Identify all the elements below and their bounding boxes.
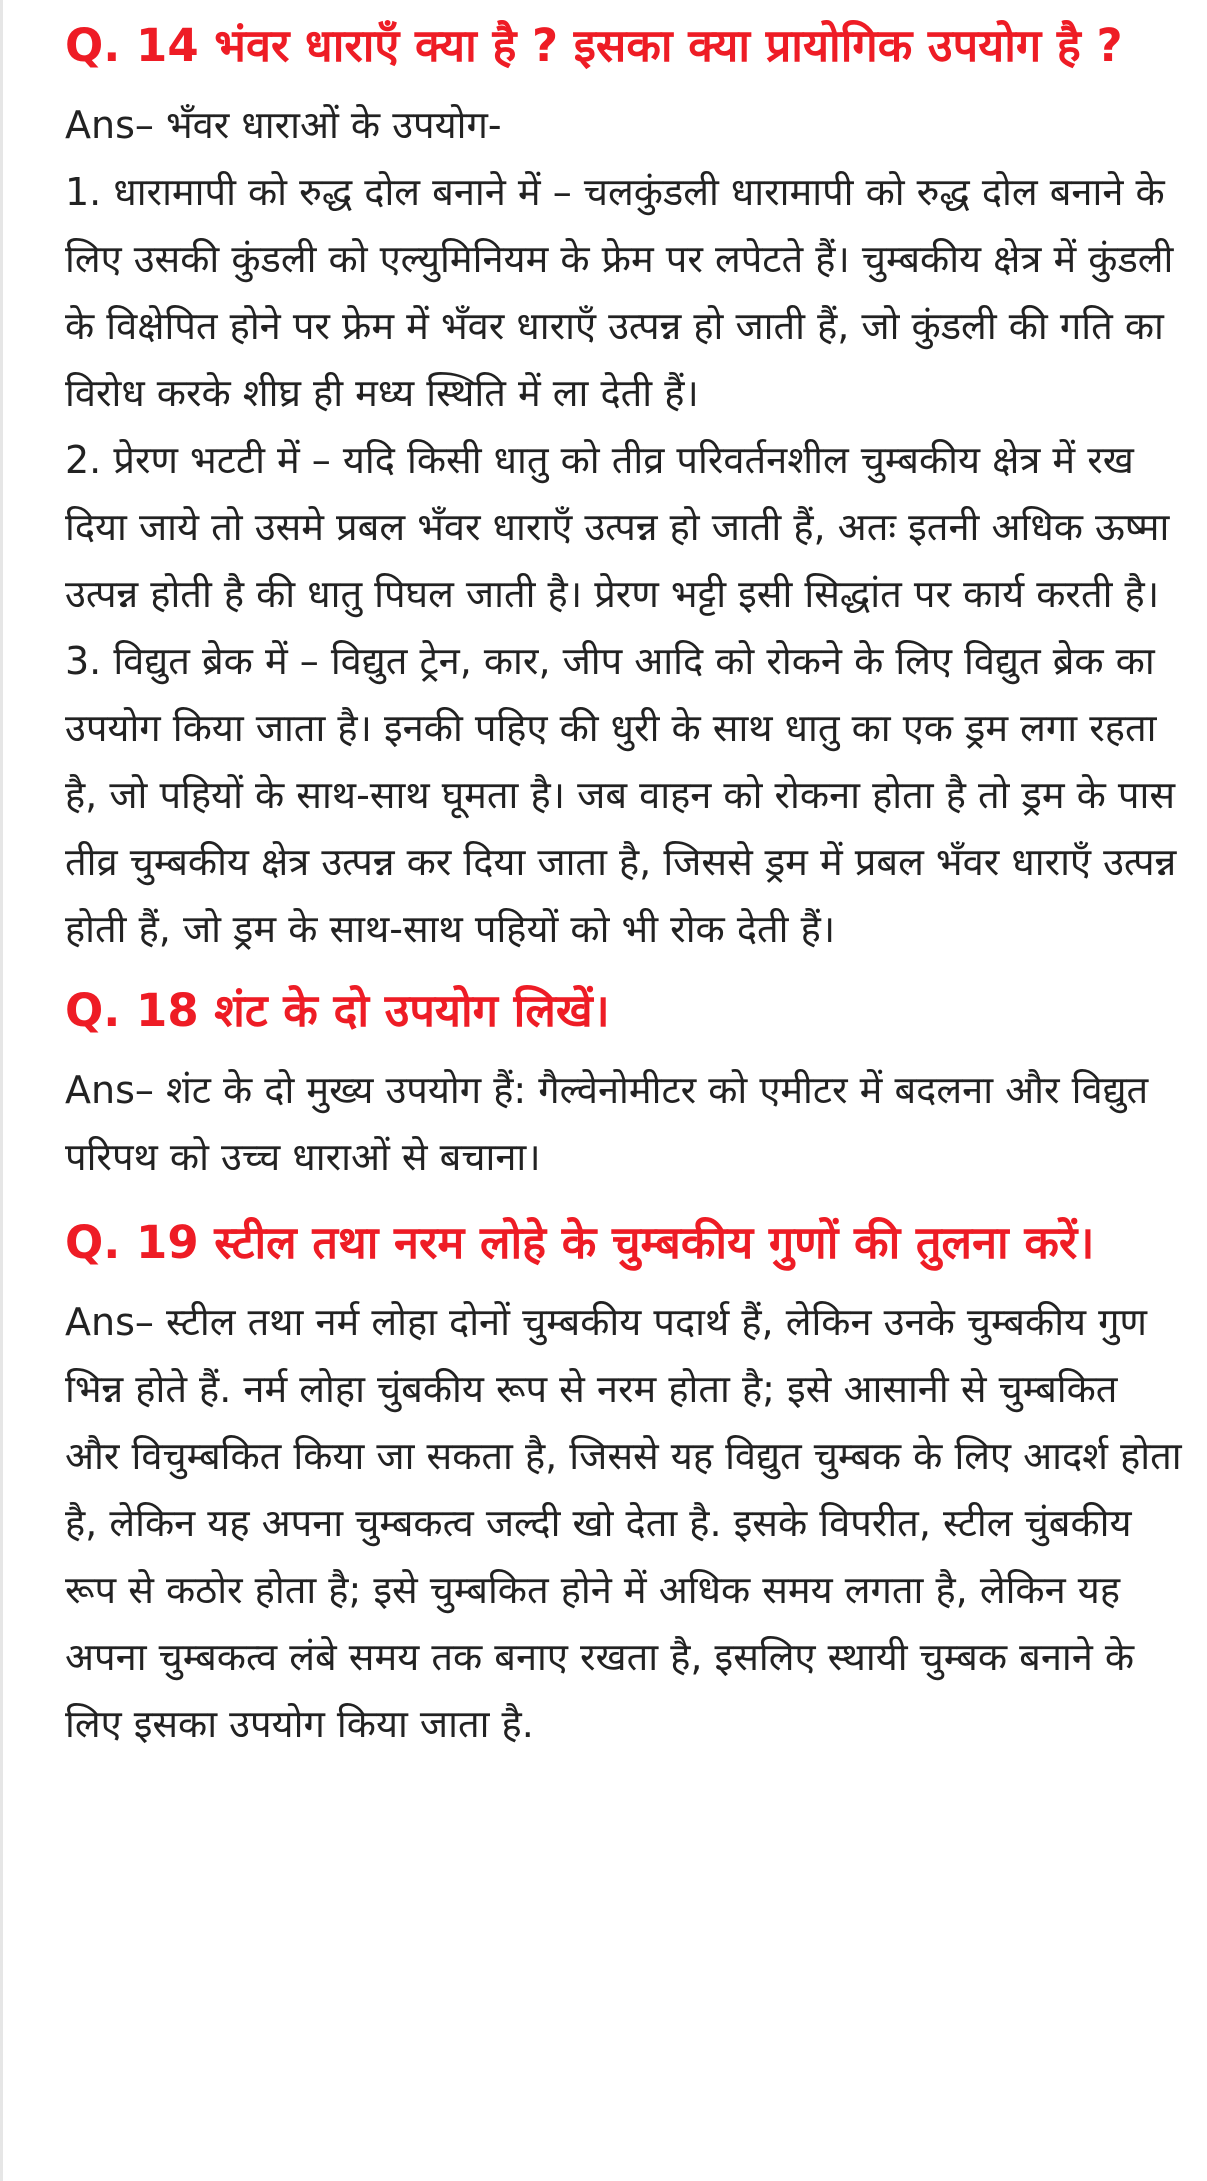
answer-14-point-3: 3. विद्युत ब्रेक में – विद्युत ट्रेन, कार, जीप आदि को रोकने के लिए विद्युत ब्रेक का उपयोग किया जाता है। इनकी पहिए की धुरी के साथ धातु का एक ड्रम लगा रहता है, जो पहियों के साथ-साथ घूमता है। जब वाहन को रोकना होता है तो ड्रम के पास तीव्र चुम्बकीय क्षेत्र उत्पन्न कर दिया जाता है, जिससे ड्रम में प्रबल भँवर धाराएँ उत्पन्न होती हैं, जो ड्रम के साथ-साथ पहियों को भी रोक देती हैं। <box>65 639 1177 951</box>
answer-14-point-1: 1. धारामापी को रुद्ध दोल बनाने में – चलकुंडली धारामापी को रुद्ध दोल बनाने के लिए उसकी कुंडली को एल्युमिनियम के फ्रेम पर लपेटते हैं। चुम्बकीय क्षेत्र में कुंडली के विक्षेपित होने पर फ्रेम में भँवर धाराएँ उत्पन्न हो जाती हैं, जो कुंडली की गति का विरोध करके शीघ्र ही मध्य स्थिति में ला देती हैं। <box>65 170 1174 415</box>
question-19-heading: Q. 19 स्टील तथा नरम लोहे के चुम्बकीय गुणों की तुलना करें। <box>65 1216 1095 1269</box>
answer-14-intro: Ans– भँवर धाराओं के उपयोग- <box>65 103 502 147</box>
answer-18: Ans– शंट के दो मुख्य उपयोग हैं: गैल्वेनोमीटर को एमीटर में बदलना और विद्युत परिपथ को उच्च धाराओं से बचाना। <box>65 1068 1149 1179</box>
question-18-heading: Q. 18 शंट के दो उपयोग लिखें। <box>65 984 610 1037</box>
answer-19: Ans– स्टील तथा नर्म लोहा दोनों चुम्बकीय पदार्थ हैं, लेकिन उनके चुम्बकीय गुण भिन्न होते हैं. नर्म लोहा चुंबकीय रूप से नरम होता है; इसे आसानी से चुम्बकित और विचुम्बकित किया जा सकता है, जिससे यह विद्युत चुम्बक के लिए आदर्श होता है, लेकिन यह अपना चुम्बकत्व जल्दी खो देता है. इसके विपरीत, स्टील चुंबकीय रूप से कठोर होता है; इसे चुम्बकित होने में अधिक समय लगता है, लेकिन यह अपना चुम्बकत्व लंबे समय तक बनाए रखता है, इसलिए स्थायी चुम्बक बनाने के लिए इसका उपयोग किया जाता है. <box>65 1300 1182 1746</box>
answer-14-point-2: 2. प्रेरण भटटी में – यदि किसी धातु को तीव्र परिवर्तनशील चुम्बकीय क्षेत्र में रख दिया जाये तो उसमे प्रबल भँवर धाराएँ उत्पन्न हो जाती हैं, अतः इतनी अधिक ऊष्मा उत्पन्न होती है की धातु पिघल जाती है। प्रेरण भट्टी इसी सिद्धांत पर कार्य करती है। <box>65 438 1170 616</box>
question-14-heading: Q. 14 भंवर धाराएँ क्या है ? इसका क्या प्रायोगिक उपयोग है ? <box>65 19 1123 72</box>
